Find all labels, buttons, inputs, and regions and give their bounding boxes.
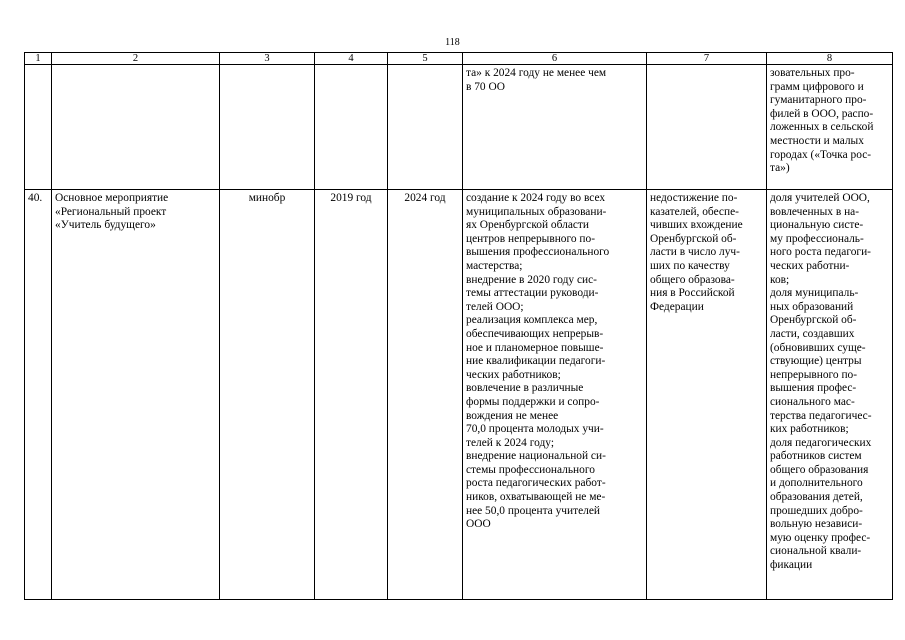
text-line: казателей, обеспе- — [650, 205, 739, 218]
cell-indicators — [767, 190, 893, 600]
text-line: Федерации — [650, 300, 704, 313]
text-line: доля учителей ООО, — [770, 192, 870, 204]
text-line: телей ООО; — [466, 300, 524, 313]
text-line: «Учитель будущего» — [55, 219, 156, 232]
column-number: 7 — [647, 53, 767, 65]
cell-num: 40. — [25, 190, 52, 600]
text-line: непрерывного по- — [770, 368, 858, 381]
text-line: ласти, создавших — [770, 327, 855, 340]
column-number-row — [25, 53, 893, 65]
text-line: нее 50,0 процента учителей — [466, 504, 600, 517]
cell-executor — [220, 65, 315, 190]
text-line: ООО — [466, 518, 491, 531]
text-line: ние квалификации педагоги- — [466, 355, 606, 368]
text-line: вышения профес- — [770, 382, 857, 395]
text-line: ях Оренбургской области — [466, 219, 590, 232]
text-line: городах («Точка рос- — [770, 148, 872, 161]
text-line: ких работников; — [770, 423, 849, 436]
text-line: ного роста педагоги- — [770, 246, 871, 259]
text-line: темы аттестации руководи- — [466, 287, 599, 300]
column-number: 6 — [463, 53, 647, 65]
text-line: зовательных про- — [770, 67, 855, 79]
cell-end — [388, 65, 463, 190]
text-line: грамм цифрового и — [770, 80, 864, 93]
text-line: ческих работников; — [466, 368, 561, 381]
table-row-40 — [25, 190, 893, 600]
text-line: ствующие) центры — [770, 355, 862, 368]
text-line: ния в Российской — [650, 287, 735, 300]
text-line: фикации — [770, 559, 813, 572]
text-line: роста педагогических работ- — [466, 477, 606, 490]
text-line: Оренбургской об- — [770, 314, 857, 327]
text-line: Оренбургской об- — [650, 232, 737, 245]
column-number: 2 — [52, 53, 220, 65]
cell-num — [25, 65, 52, 190]
cell-indicators — [767, 65, 893, 190]
text-line: вышения профессионального — [466, 246, 610, 259]
text-line: мую оценку профес- — [770, 531, 871, 544]
text-line: формы поддержки и сопро- — [466, 395, 600, 408]
text-line: реализация комплекса мер, — [466, 314, 598, 327]
cell-result — [463, 65, 647, 190]
text-line: ческих работни- — [770, 259, 850, 272]
column-number: 1 — [25, 53, 52, 65]
text-line: ложенных в сельской — [770, 121, 874, 134]
text-line: вовлеченных в на- — [770, 205, 860, 218]
text-line: сиональной квали- — [770, 545, 862, 558]
text-line: вольную независи- — [770, 518, 863, 531]
text-line: филей в ООО, распо- — [770, 107, 874, 120]
column-number: 5 — [388, 53, 463, 65]
text-line: внедрение в 2020 году сис- — [466, 273, 597, 286]
cell-name — [52, 65, 220, 190]
text-line: му профессиональ- — [770, 232, 864, 245]
cell-result — [463, 190, 647, 600]
text-line: прошедших добро- — [770, 504, 863, 517]
text-line: общего образования — [770, 463, 869, 476]
text-line: ков; — [770, 273, 790, 286]
text-line: ласти в число луч- — [650, 246, 740, 259]
text-line: вовлечение в различные — [466, 382, 584, 395]
column-number: 3 — [220, 53, 315, 65]
text-line: стемы профессионального — [466, 463, 595, 476]
text-line: терства педагогичес- — [770, 409, 872, 422]
text-line: образования детей, — [770, 491, 863, 504]
text-line: местности и малых — [770, 134, 864, 147]
text-line: та») — [770, 162, 790, 175]
text-line: Основное мероприятие — [55, 192, 169, 204]
cell-executor: минобр — [220, 190, 315, 600]
text-line: 70,0 процента молодых учи- — [466, 423, 604, 436]
cell-start — [315, 65, 388, 190]
page-number: 118 — [445, 37, 460, 48]
text-line: обеспечивающих непрерыв- — [466, 327, 604, 340]
column-number: 4 — [315, 53, 388, 65]
cell-name — [52, 190, 220, 600]
table-row-continuation — [25, 65, 893, 190]
text-line: муниципальных образовани- — [466, 205, 607, 218]
column-number: 8 — [767, 53, 893, 65]
text-line: ное и планомерное повыше- — [466, 341, 604, 354]
text-line: та» к 2024 году не менее чем — [466, 67, 607, 79]
text-line: создание к 2024 году во всех — [466, 192, 606, 204]
text-line: внедрение национальной си- — [466, 450, 606, 463]
cell-risks — [647, 190, 767, 600]
text-line: ников, охватывающей не ме- — [466, 491, 606, 504]
text-line: ных образований — [770, 300, 854, 313]
text-line: доля педагогических — [770, 436, 872, 449]
text-line: чивших вхождение — [650, 219, 743, 232]
text-line: общего образова- — [650, 273, 735, 286]
text-line: (обновивших суще- — [770, 341, 866, 354]
text-line: вождения не менее — [466, 409, 559, 422]
text-line: телей к 2024 году; — [466, 436, 554, 449]
text-line: и дополнительного — [770, 477, 863, 490]
text-line: гуманитарного про- — [770, 94, 867, 107]
cell-end: 2024 год — [388, 190, 463, 600]
cell-risks — [647, 65, 767, 190]
text-line: «Региональный проект — [55, 205, 167, 218]
cell-start: 2019 год — [315, 190, 388, 600]
text-line: центров непрерывного по- — [466, 232, 596, 245]
text-line: циональную систе- — [770, 219, 864, 232]
text-line: ших по качеству — [650, 259, 730, 272]
text-line: мастерства; — [466, 259, 523, 272]
text-line: доля муниципаль- — [770, 287, 859, 300]
text-line: недостижение по- — [650, 192, 738, 204]
text-line: работников систем — [770, 450, 862, 463]
activities-table — [24, 52, 893, 600]
text-line: в 70 ОО — [466, 80, 505, 93]
text-line: сионального мас- — [770, 395, 855, 408]
